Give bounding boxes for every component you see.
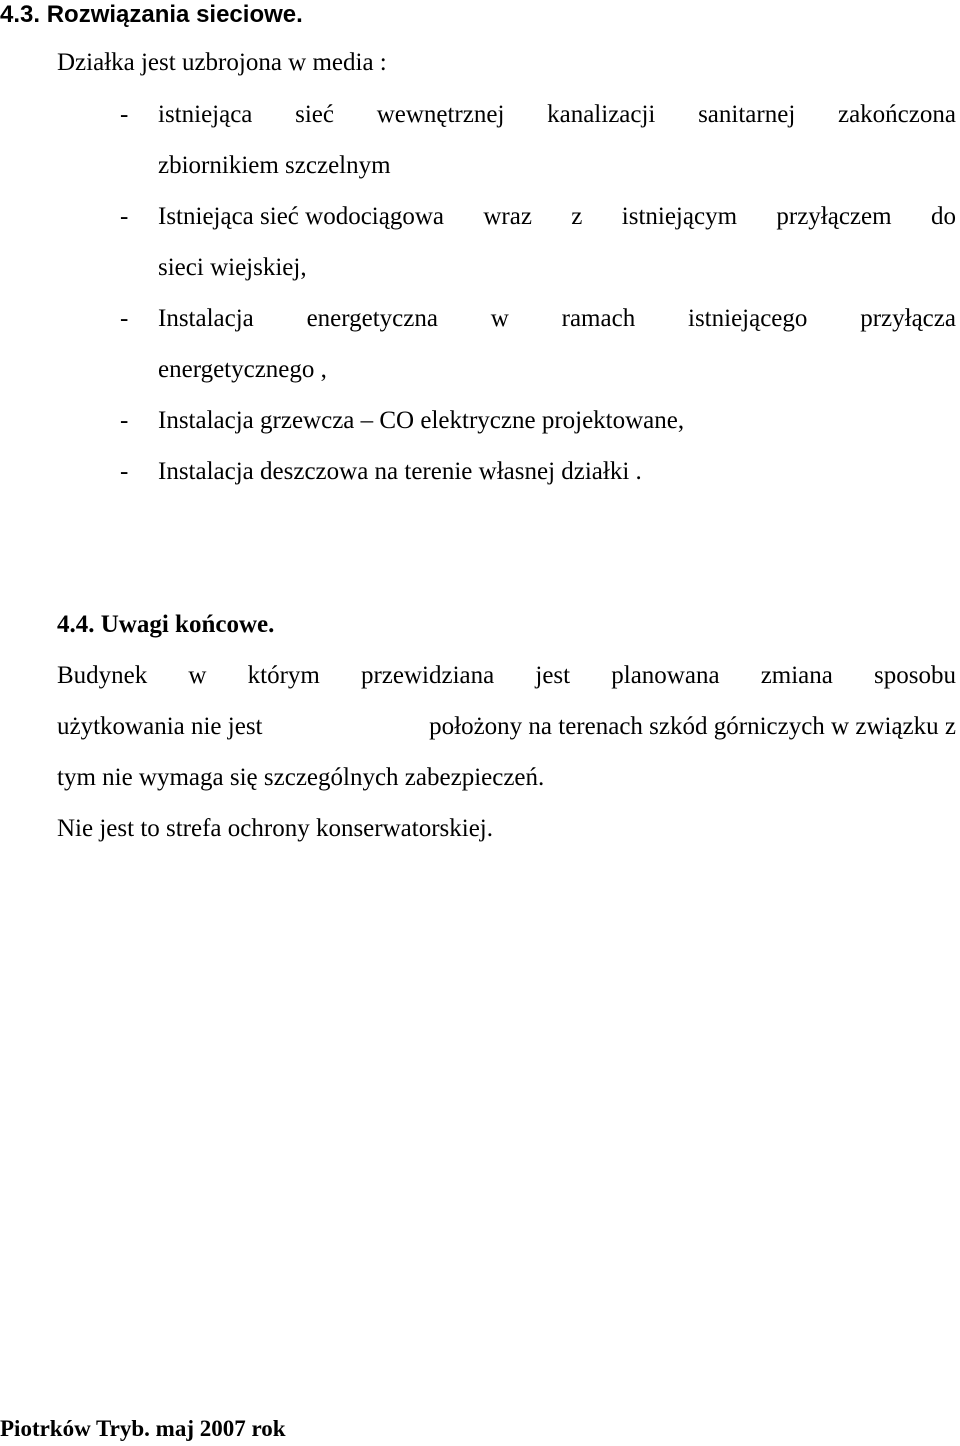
list-item-line: Instalacja deszczowa na terenie własnej działki . (158, 458, 642, 485)
list-item-dash: - (120, 305, 129, 332)
list-item-line (158, 100, 956, 130)
text-segment: położony na terenach szkód górniczych w związku z (429, 713, 956, 740)
section-heading-4-4: 4.4. Uwagi końcowe. (57, 611, 275, 638)
word: istniejącego (688, 305, 808, 332)
word: przewidziana (360, 662, 495, 689)
word: jest (535, 662, 571, 689)
word: ramach (561, 305, 636, 332)
word: przyłączem (776, 203, 892, 230)
word: przyłącza (860, 305, 956, 332)
list-item-dash: - (120, 203, 129, 230)
word: w (490, 305, 509, 332)
word: energetyczna (306, 305, 438, 332)
footer-place-date: Piotrków Tryb. maj 2007 rok (0, 1416, 286, 1441)
word: sanitarnej (698, 101, 796, 128)
word: zakończona (837, 101, 956, 128)
list-item-dash: - (120, 101, 129, 128)
word: wraz (483, 203, 532, 230)
word: zmiana (760, 662, 833, 689)
text-segment: użytkowania nie jest (57, 713, 263, 740)
word: sposobu (874, 662, 956, 689)
word: Budynek (57, 662, 148, 689)
word: którym (247, 662, 320, 689)
word: istniejąca (158, 101, 253, 128)
word: do (930, 203, 956, 230)
word: Instalacja (158, 305, 254, 332)
list-item-dash: - (120, 458, 129, 485)
word: planowana (611, 662, 720, 689)
word: istniejącym (621, 203, 738, 230)
list-item-line: Instalacja grzewcza – CO elektryczne projektowane, (158, 407, 685, 434)
list-item-continuation: sieci wiejskiej, (158, 254, 307, 281)
list-item-continuation: zbiornikiem szczelnym (158, 152, 391, 179)
word: wewnętrznej (376, 101, 505, 128)
list-item-continuation: energetycznego , (158, 356, 327, 383)
word: kanalizacji (547, 101, 656, 128)
list-item-line (158, 304, 956, 334)
paragraph-line: tym nie wymaga się szczególnych zabezpieczeń. (57, 764, 545, 791)
section-intro: Działka jest uzbrojona w media : (57, 49, 387, 76)
paragraph-line: Nie jest to strefa ochrony konserwatorskiej. (57, 815, 493, 842)
paragraph-line (57, 712, 956, 742)
word: w (188, 662, 207, 689)
word: Istniejąca sieć wodociągowa (158, 203, 444, 230)
list-item-dash: - (120, 407, 129, 434)
section-heading-4-3: 4.3. Rozwiązania sieciowe. (0, 1, 303, 28)
paragraph-line (57, 661, 956, 691)
word: z (571, 203, 583, 230)
list-item-line (158, 202, 956, 232)
word: sieć (295, 101, 334, 128)
